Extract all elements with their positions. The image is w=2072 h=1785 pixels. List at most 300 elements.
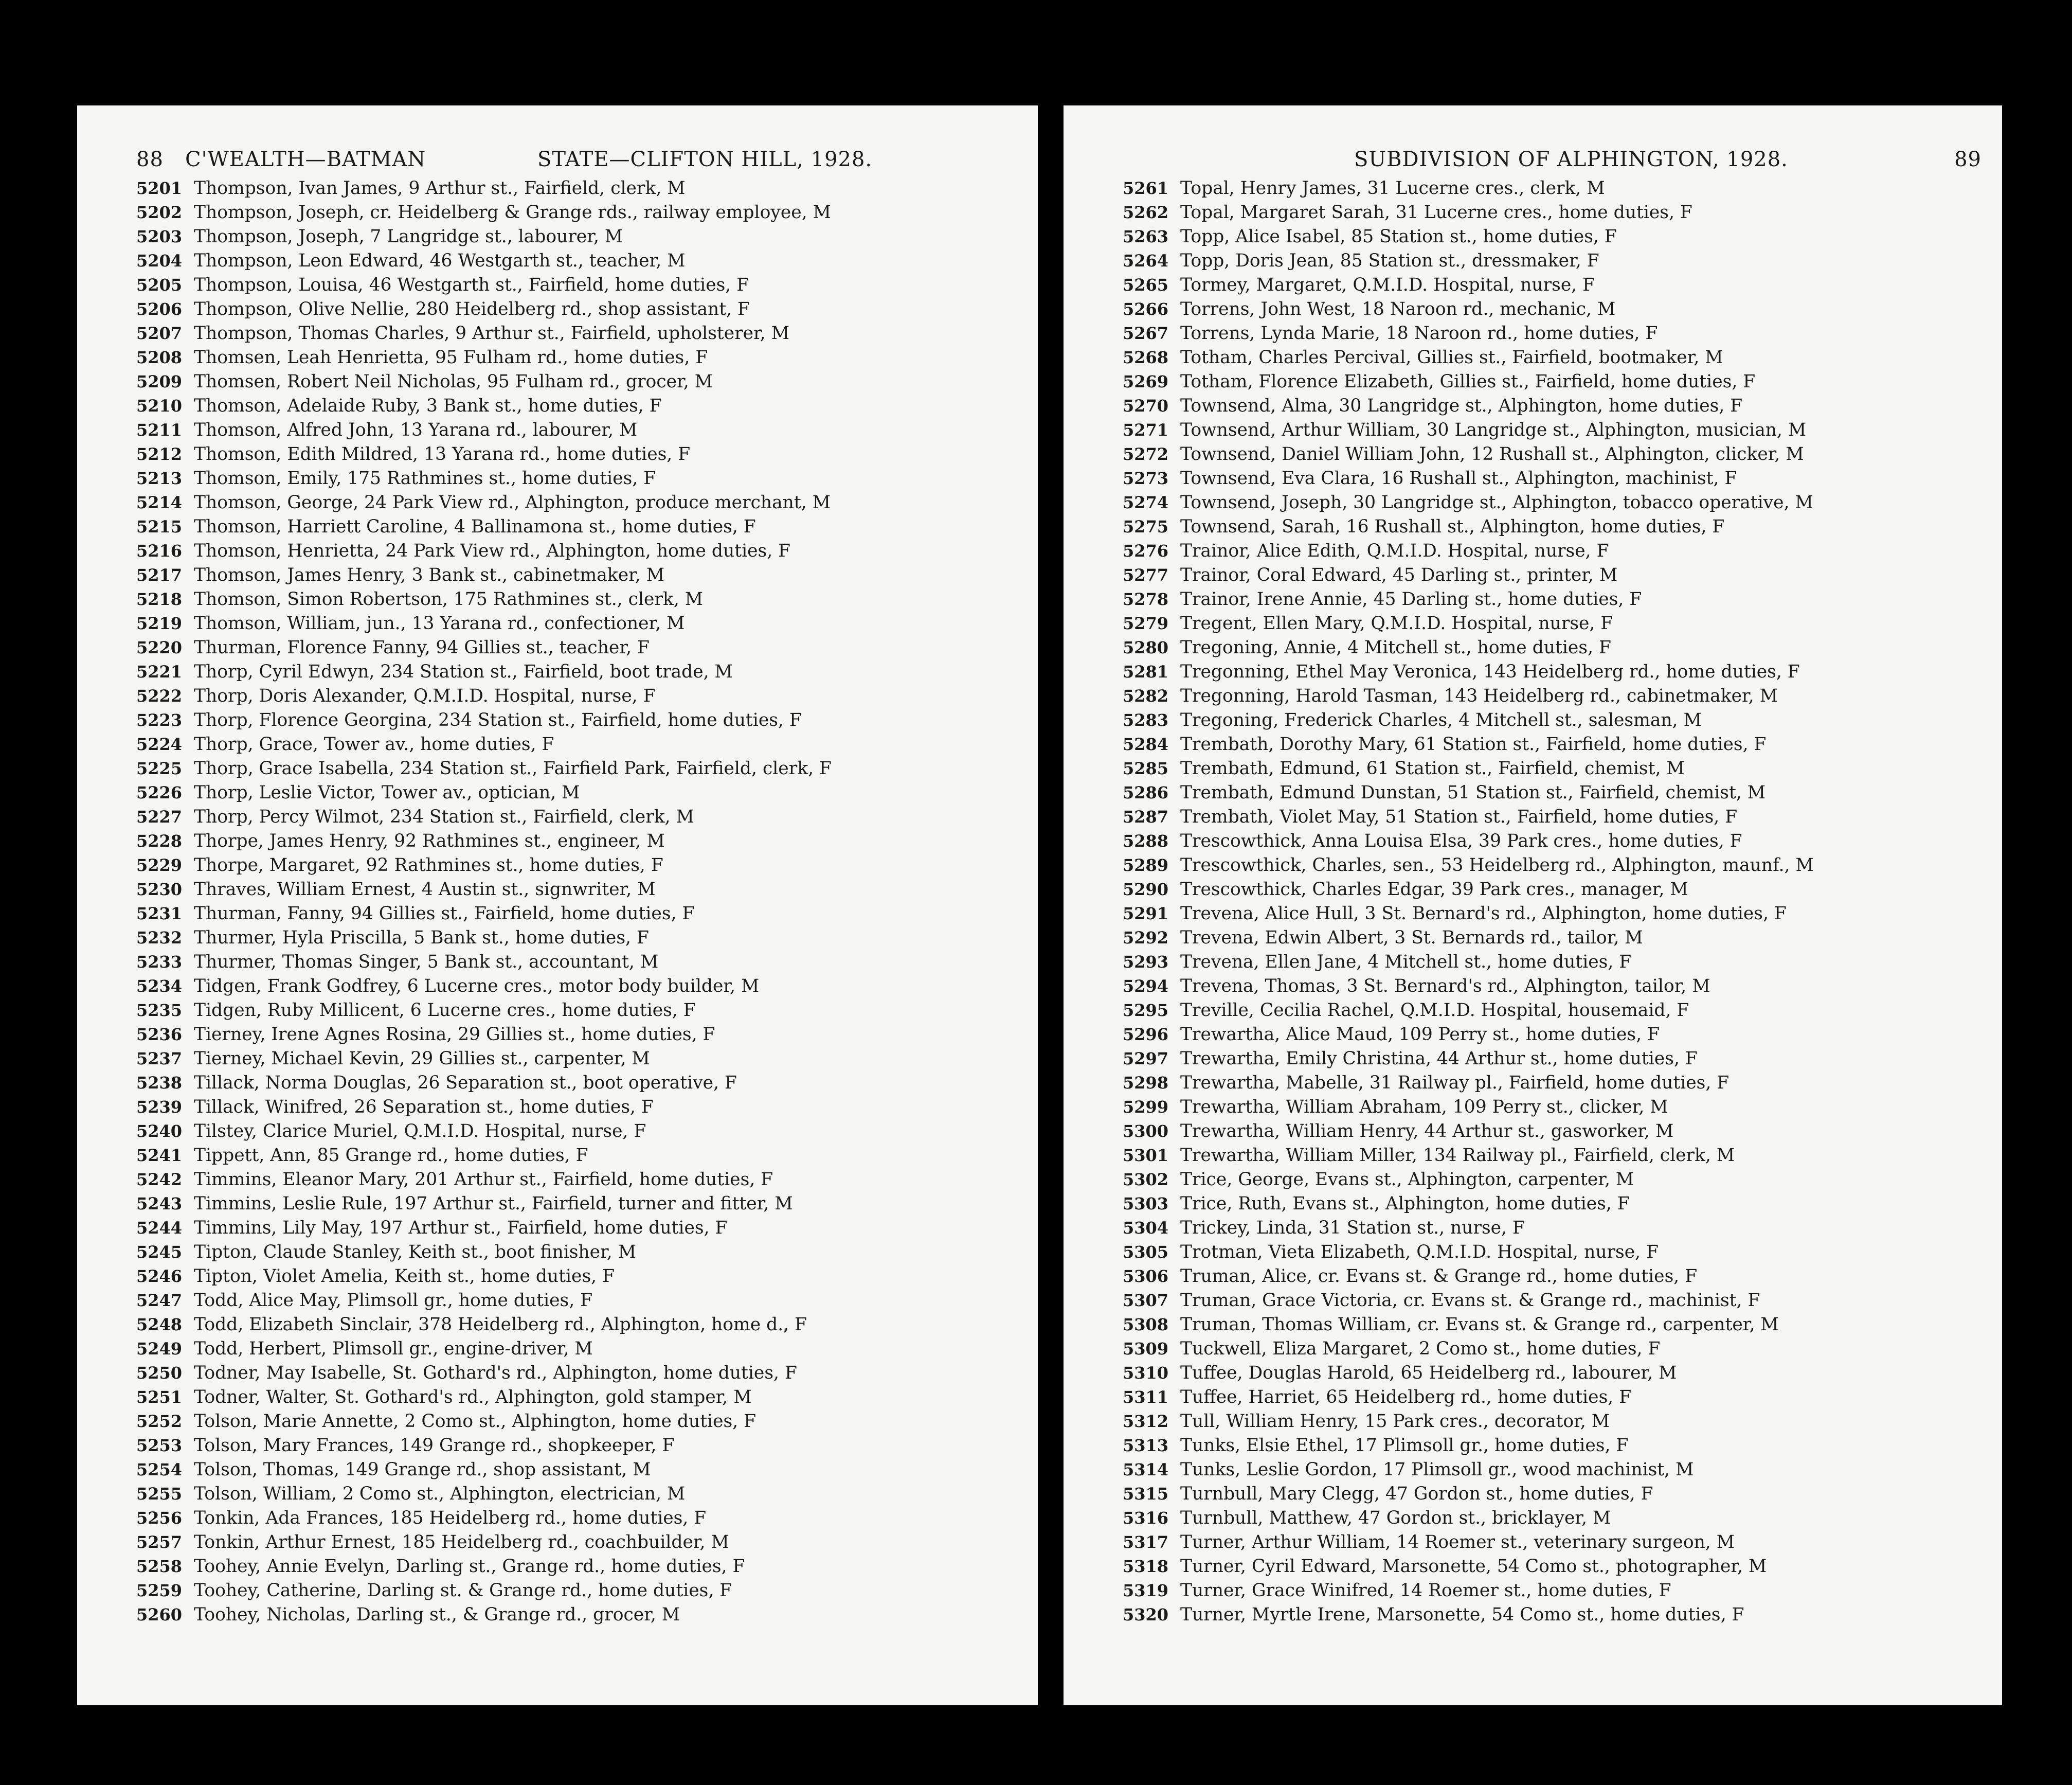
entry-number: 5244	[136, 1218, 183, 1238]
list-item	[136, 1337, 1017, 1361]
entry-number: 5234	[136, 976, 183, 996]
entry-number: 5318	[1123, 1557, 1169, 1576]
entry-text: Trewartha, William Abraham, 109 Perry st., clicker, M	[1180, 1097, 1668, 1117]
list-item	[1123, 878, 1981, 902]
entry-number: 5223	[136, 710, 183, 730]
list-item	[1123, 346, 1981, 370]
entry-text: Turner, Cyril Edward, Marsonette, 54 Como st., photographer, M	[1180, 1556, 1767, 1577]
entry-text: Trotman, Vieta Elizabeth, Q.M.I.D. Hospital, nurse, F	[1180, 1242, 1659, 1262]
list-item	[1123, 1555, 1981, 1579]
entry-text: Truman, Alice, cr. Evans st. & Grange rd., home duties, F	[1180, 1266, 1698, 1287]
list-item	[136, 1023, 1017, 1047]
list-item	[1123, 1409, 1981, 1434]
left-page-number: 88	[136, 148, 164, 171]
entry-number: 5222	[136, 686, 183, 706]
entry-text: Thurmer, Hyla Priscilla, 5 Bank st., home duties, F	[194, 927, 649, 948]
left-page	[77, 105, 1038, 1705]
entry-number: 5269	[1123, 372, 1169, 391]
list-item	[136, 1434, 1017, 1458]
entry-text: Thomson, Harriett Caroline, 4 Ballinamona st., home duties, F	[194, 516, 756, 537]
list-item	[136, 829, 1017, 853]
entry-number: 5220	[136, 638, 183, 657]
entry-number: 5291	[1123, 904, 1169, 923]
entry-number: 5228	[136, 831, 183, 851]
left-entry-list	[136, 176, 1017, 1627]
entry-number: 5236	[136, 1025, 183, 1044]
list-item	[136, 1482, 1017, 1506]
entry-text: Thompson, Ivan James, 9 Arthur st., Fairfield, clerk, M	[194, 178, 686, 199]
list-item	[1123, 1240, 1981, 1264]
entry-number: 5312	[1123, 1412, 1169, 1431]
list-item	[136, 273, 1017, 297]
entry-number: 5202	[136, 203, 183, 222]
entry-number: 5294	[1123, 976, 1169, 996]
list-item	[1123, 684, 1981, 708]
entry-number: 5260	[136, 1605, 183, 1625]
entry-number: 5245	[136, 1242, 183, 1262]
entry-text: Trewartha, Alice Maud, 109 Perry st., home duties, F	[1180, 1024, 1660, 1045]
entry-number: 5258	[136, 1557, 183, 1576]
entry-text: Tregonning, Harold Tasman, 143 Heidelberg rd., cabinetmaker, M	[1180, 686, 1778, 706]
list-item	[1123, 1144, 1981, 1168]
entry-text: Thorp, Florence Georgina, 234 Station st., Fairfield, home duties, F	[194, 710, 802, 730]
entry-number: 5308	[1123, 1315, 1169, 1334]
list-item	[136, 660, 1017, 684]
list-item	[136, 757, 1017, 781]
list-item	[136, 394, 1017, 418]
entry-number: 5229	[136, 855, 183, 875]
entry-number: 5207	[136, 324, 183, 343]
entry-number: 5250	[136, 1363, 183, 1383]
entry-number: 5296	[1123, 1025, 1169, 1044]
entry-number: 5249	[136, 1339, 183, 1359]
entry-text: Tormey, Margaret, Q.M.I.D. Hospital, nurse, F	[1180, 275, 1595, 295]
entry-number: 5224	[136, 735, 183, 754]
entry-number: 5257	[136, 1532, 183, 1552]
entry-number: 5299	[1123, 1097, 1169, 1117]
entry-text: Timmins, Leslie Rule, 197 Arthur st., Fairfield, turner and fitter, M	[194, 1193, 793, 1214]
entry-text: Thorp, Leslie Victor, Tower av., optician, M	[194, 782, 580, 803]
entry-text: Thorp, Percy Wilmot, 234 Station st., Fairfield, clerk, M	[194, 807, 694, 827]
entry-number: 5230	[136, 880, 183, 899]
entry-text: Tregoning, Frederick Charles, 4 Mitchell st., salesman, M	[1180, 710, 1702, 730]
list-item	[136, 1313, 1017, 1337]
entry-number: 5307	[1123, 1291, 1169, 1310]
entry-text: Townsend, Sarah, 16 Rushall st., Alphington, home duties, F	[1180, 516, 1725, 537]
list-item	[1123, 926, 1981, 950]
entry-number: 5238	[136, 1073, 183, 1093]
right-page	[1064, 105, 2002, 1705]
list-item	[136, 1289, 1017, 1313]
entry-number: 5217	[136, 565, 183, 585]
list-item	[136, 781, 1017, 805]
entry-text: Tuckwell, Eliza Margaret, 2 Como st., home duties, F	[1180, 1338, 1661, 1359]
list-item	[136, 1603, 1017, 1627]
entry-number: 5262	[1123, 203, 1169, 222]
entry-text: Trice, George, Evans st., Alphington, carpenter, M	[1180, 1169, 1634, 1190]
list-item	[1123, 418, 1981, 442]
entry-text: Tolson, Thomas, 149 Grange rd., shop assistant, M	[194, 1459, 651, 1480]
entry-text: Todd, Alice May, Plimsoll gr., home duties, F	[194, 1290, 593, 1311]
entry-number: 5310	[1123, 1363, 1169, 1383]
entry-text: Thomson, Emily, 175 Rathmines st., home duties, F	[194, 468, 656, 489]
list-item	[136, 1071, 1017, 1095]
list-item	[1123, 757, 1981, 781]
entry-text: Thorpe, James Henry, 92 Rathmines st., engineer, M	[194, 831, 665, 851]
entry-text: Tunks, Leslie Gordon, 17 Plimsoll gr., wood machinist, M	[1180, 1459, 1694, 1480]
entry-text: Thorp, Grace, Tower av., home duties, F	[194, 734, 554, 755]
entry-text: Townsend, Arthur William, 30 Langridge st., Alphington, musician, M	[1180, 420, 1807, 440]
list-item	[136, 1506, 1017, 1530]
entry-number: 5303	[1123, 1194, 1169, 1213]
entry-text: Thorp, Grace Isabella, 234 Station st., Fairfield Park, Fairfield, clerk, F	[194, 758, 832, 779]
entry-text: Trewartha, William Henry, 44 Arthur st., gasworker, M	[1180, 1121, 1674, 1141]
entry-number: 5214	[136, 493, 183, 512]
entry-number: 5209	[136, 372, 183, 391]
entry-text: Tidgen, Frank Godfrey, 6 Lucerne cres., motor body builder, M	[194, 976, 760, 996]
entry-text: Todd, Elizabeth Sinclair, 378 Heidelberg rd., Alphington, home d., F	[194, 1314, 807, 1335]
list-item	[136, 1047, 1017, 1071]
list-item	[1123, 1603, 1981, 1627]
entry-text: Thompson, Leon Edward, 46 Westgarth st., teacher, M	[194, 251, 686, 271]
entry-text: Tuffee, Harriet, 65 Heidelberg rd., home duties, F	[1180, 1387, 1632, 1407]
list-item	[136, 974, 1017, 998]
entry-text: Topp, Alice Isabel, 85 Station st., home duties, F	[1180, 226, 1617, 247]
entry-number: 5288	[1123, 831, 1169, 851]
list-item	[1123, 1579, 1981, 1603]
list-item	[136, 249, 1017, 273]
entry-text: Todd, Herbert, Plimsoll gr., engine-driver, M	[194, 1338, 593, 1359]
list-item	[1123, 394, 1981, 418]
entry-number: 5233	[136, 952, 183, 972]
list-item	[136, 1555, 1017, 1579]
entry-number: 5306	[1123, 1266, 1169, 1286]
entry-number: 5280	[1123, 638, 1169, 657]
entry-number: 5275	[1123, 517, 1169, 537]
left-page-header	[136, 136, 1017, 176]
entry-number: 5251	[136, 1387, 183, 1407]
entry-text: Tregent, Ellen Mary, Q.M.I.D. Hospital, nurse, F	[1180, 613, 1613, 634]
entry-number: 5204	[136, 251, 183, 271]
entry-text: Thorp, Doris Alexander, Q.M.I.D. Hospital, nurse, F	[194, 686, 656, 706]
list-item	[136, 346, 1017, 370]
entry-number: 5276	[1123, 541, 1169, 561]
entry-number: 5254	[136, 1460, 183, 1479]
entry-text: Tidgen, Ruby Millicent, 6 Lucerne cres., home duties, F	[194, 1000, 696, 1021]
list-item	[136, 1409, 1017, 1434]
entry-number: 5298	[1123, 1073, 1169, 1093]
list-item	[1123, 636, 1981, 660]
entry-text: Trevena, Alice Hull, 3 St. Bernard's rd., Alphington, home duties, F	[1180, 903, 1787, 924]
list-item	[1123, 1071, 1981, 1095]
entry-number: 5256	[136, 1508, 183, 1528]
list-item	[1123, 1434, 1981, 1458]
entry-text: Tunks, Elsie Ethel, 17 Plimsoll gr., home duties, F	[1180, 1435, 1629, 1456]
entry-text: Tipton, Claude Stanley, Keith st., boot finisher, M	[194, 1242, 637, 1262]
entry-text: Totham, Florence Elizabeth, Gillies st., Fairfield, home duties, F	[1180, 371, 1756, 392]
entry-number: 5301	[1123, 1146, 1169, 1165]
entry-text: Tierney, Michael Kevin, 29 Gillies st., carpenter, M	[194, 1048, 650, 1069]
entry-number: 5282	[1123, 686, 1169, 706]
list-item	[136, 370, 1017, 394]
entry-number: 5300	[1123, 1121, 1169, 1141]
list-item	[136, 1361, 1017, 1385]
entry-text: Torrens, John West, 18 Naroon rd., mechanic, M	[1180, 299, 1616, 319]
entry-text: Tierney, Irene Agnes Rosina, 29 Gillies st., home duties, F	[194, 1024, 715, 1045]
entry-text: Todner, Walter, St. Gothard's rd., Alphington, gold stamper, M	[194, 1387, 752, 1407]
entry-text: Thompson, Louisa, 46 Westgarth st., Fairfield, home duties, F	[194, 275, 749, 295]
entry-number: 5309	[1123, 1339, 1169, 1359]
entry-text: Thomsen, Robert Neil Nicholas, 95 Fulham rd., grocer, M	[194, 371, 713, 392]
list-item	[136, 1385, 1017, 1409]
entry-text: Thompson, Olive Nellie, 280 Heidelberg rd., shop assistant, F	[194, 299, 750, 319]
entry-text: Trescowthick, Charles, sen., 53 Heidelberg rd., Alphington, maunf., M	[1180, 855, 1814, 876]
entry-text: Tillack, Winifred, 26 Separation st., home duties, F	[194, 1097, 654, 1117]
entry-number: 5304	[1123, 1218, 1169, 1238]
entry-number: 5216	[136, 541, 183, 561]
entry-number: 5227	[136, 807, 183, 827]
entry-text: Trevena, Ellen Jane, 4 Mitchell st., home duties, F	[1180, 952, 1632, 972]
entry-number: 5255	[136, 1484, 183, 1504]
list-item	[136, 1240, 1017, 1264]
entry-text: Thompson, Joseph, cr. Heidelberg & Grange rds., railway employee, M	[194, 202, 831, 223]
entry-text: Townsend, Joseph, 30 Langridge st., Alphington, tobacco operative, M	[1180, 492, 1813, 513]
right-page-number: 89	[1954, 148, 1981, 171]
entry-number: 5203	[136, 227, 183, 246]
entry-number: 5226	[136, 783, 183, 802]
entry-number: 5246	[136, 1266, 183, 1286]
entry-number: 5208	[136, 348, 183, 367]
list-item	[1123, 1095, 1981, 1119]
entry-text: Todner, May Isabelle, St. Gothard's rd., Alphington, home duties, F	[194, 1363, 797, 1383]
entry-text: Treville, Cecilia Rachel, Q.M.I.D. Hospital, housemaid, F	[1180, 1000, 1689, 1021]
entry-text: Trembath, Violet May, 51 Station st., Fairfield, home duties, F	[1180, 807, 1738, 827]
entry-text: Thorpe, Margaret, 92 Rathmines st., home duties, F	[194, 855, 663, 876]
entry-number: 5206	[136, 299, 183, 319]
entry-number: 5285	[1123, 759, 1169, 778]
list-item	[1123, 225, 1981, 249]
entry-number: 5297	[1123, 1049, 1169, 1068]
entry-number: 5259	[136, 1581, 183, 1600]
entry-number: 5302	[1123, 1170, 1169, 1189]
entry-number: 5265	[1123, 275, 1169, 295]
entry-text: Timmins, Eleanor Mary, 201 Arthur st., Fairfield, home duties, F	[194, 1169, 773, 1190]
entry-text: Townsend, Daniel William John, 12 Rushall st., Alphington, clicker, M	[1180, 444, 1804, 465]
entry-text: Turnbull, Matthew, 47 Gordon st., bricklayer, M	[1180, 1508, 1611, 1528]
list-item	[1123, 612, 1981, 636]
list-item	[1123, 1119, 1981, 1144]
entry-number: 5283	[1123, 710, 1169, 730]
entry-text: Townsend, Alma, 30 Langridge st., Alphington, home duties, F	[1180, 396, 1743, 416]
entry-text: Tippett, Ann, 85 Grange rd., home duties, F	[194, 1145, 588, 1166]
list-item	[1123, 273, 1981, 297]
list-item	[136, 1579, 1017, 1603]
list-item	[1123, 249, 1981, 273]
list-item	[1123, 829, 1981, 853]
entry-text: Thomson, Alfred John, 13 Yarana rd., labourer, M	[194, 420, 638, 440]
left-header-left: C'WEALTH—BATMAN	[185, 148, 426, 171]
list-item	[136, 418, 1017, 442]
entry-text: Toohey, Catherine, Darling st. & Grange rd., home duties, F	[194, 1580, 732, 1601]
entry-text: Timmins, Lily May, 197 Arthur st., Fairfield, home duties, F	[194, 1218, 728, 1238]
entry-text: Thurman, Florence Fanny, 94 Gillies st., teacher, F	[194, 637, 650, 658]
entry-number: 5213	[136, 469, 183, 488]
list-item	[136, 684, 1017, 708]
entry-text: Thomson, Henrietta, 24 Park View rd., Alphington, home duties, F	[194, 541, 791, 561]
list-item	[1123, 805, 1981, 829]
entry-number: 5266	[1123, 299, 1169, 319]
list-item	[136, 225, 1017, 249]
entry-number: 5205	[136, 275, 183, 295]
entry-text: Tipton, Violet Amelia, Keith st., home duties, F	[194, 1266, 615, 1287]
list-item	[1123, 201, 1981, 225]
list-item	[136, 998, 1017, 1023]
list-item	[136, 176, 1017, 201]
entry-text: Thomson, Simon Robertson, 175 Rathmines st., clerk, M	[194, 589, 704, 610]
entry-number: 5270	[1123, 396, 1169, 416]
entry-text: Turner, Arthur William, 14 Roemer st., veterinary surgeon, M	[1180, 1532, 1735, 1552]
list-item	[1123, 733, 1981, 757]
entry-number: 5239	[136, 1097, 183, 1117]
entry-text: Trewartha, Mabelle, 31 Railway pl., Fairfield, home duties, F	[1180, 1073, 1729, 1093]
entry-text: Trembath, Edmund Dunstan, 51 Station st., Fairfield, chemist, M	[1180, 782, 1766, 803]
entry-text: Tull, William Henry, 15 Park cres., decorator, M	[1180, 1411, 1610, 1432]
entry-text: Thurman, Fanny, 94 Gillies st., Fairfield, home duties, F	[194, 903, 695, 924]
entry-number: 5287	[1123, 807, 1169, 827]
list-item	[1123, 1361, 1981, 1385]
entry-number: 5211	[136, 420, 183, 440]
entry-text: Townsend, Eva Clara, 16 Rushall st., Alphington, machinist, F	[1180, 468, 1737, 489]
entry-number: 5225	[136, 759, 183, 778]
entry-number: 5240	[136, 1121, 183, 1141]
list-item	[136, 491, 1017, 515]
list-item	[1123, 515, 1981, 539]
list-item	[136, 322, 1017, 346]
right-header-title: SUBDIVISION OF ALPHINGTON, 1928.	[1354, 148, 1788, 171]
entry-text: Truman, Thomas William, cr. Evans st. & Grange rd., carpenter, M	[1180, 1314, 1779, 1335]
entry-text: Thomson, James Henry, 3 Bank st., cabinetmaker, M	[194, 565, 665, 585]
right-page-header	[1123, 136, 1981, 176]
entry-text: Trainor, Irene Annie, 45 Darling st., home duties, F	[1180, 589, 1642, 610]
entry-number: 5248	[136, 1315, 183, 1334]
entry-number: 5201	[136, 178, 183, 198]
list-item	[136, 1192, 1017, 1216]
entry-text: Tonkin, Arthur Ernest, 185 Heidelberg rd., coachbuilder, M	[194, 1532, 729, 1552]
entry-text: Topp, Doris Jean, 85 Station st., dressmaker, F	[1180, 251, 1599, 271]
list-item	[1123, 974, 1981, 998]
entry-number: 5263	[1123, 227, 1169, 246]
list-item	[1123, 1289, 1981, 1313]
entry-number: 5242	[136, 1170, 183, 1189]
entry-number: 5281	[1123, 662, 1169, 682]
entry-number: 5264	[1123, 251, 1169, 271]
entry-text: Tuffee, Douglas Harold, 65 Heidelberg rd., labourer, M	[1180, 1363, 1677, 1383]
list-item	[1123, 322, 1981, 346]
entry-text: Thraves, William Ernest, 4 Austin st., signwriter, M	[194, 879, 656, 900]
entry-number: 5277	[1123, 565, 1169, 585]
entry-text: Trescowthick, Anna Louisa Elsa, 39 Park cres., home duties, F	[1180, 831, 1742, 851]
list-item	[136, 1119, 1017, 1144]
entry-text: Trembath, Dorothy Mary, 61 Station st., Fairfield, home duties, F	[1180, 734, 1767, 755]
list-item	[1123, 902, 1981, 926]
entry-number: 5267	[1123, 324, 1169, 343]
list-item	[1123, 781, 1981, 805]
entry-number: 5273	[1123, 469, 1169, 488]
entry-text: Trembath, Edmund, 61 Station st., Fairfield, chemist, M	[1180, 758, 1685, 779]
list-item	[1123, 1264, 1981, 1289]
list-item	[1123, 1506, 1981, 1530]
entry-number: 5319	[1123, 1581, 1169, 1600]
entry-text: Trevena, Edwin Albert, 3 St. Bernards rd., tailor, M	[1180, 927, 1643, 948]
right-entry-list	[1123, 176, 1981, 1627]
list-item	[1123, 1168, 1981, 1192]
list-item	[136, 733, 1017, 757]
entry-number: 5278	[1123, 590, 1169, 609]
list-item	[1123, 563, 1981, 587]
list-item	[136, 515, 1017, 539]
entry-number: 5274	[1123, 493, 1169, 512]
list-item	[136, 853, 1017, 878]
entry-number: 5261	[1123, 178, 1169, 198]
entry-text: Thomson, William, jun., 13 Yarana rd., confectioner, M	[194, 613, 685, 634]
list-item	[1123, 1047, 1981, 1071]
list-item	[1123, 1023, 1981, 1047]
list-item	[136, 708, 1017, 733]
entry-number: 5243	[136, 1194, 183, 1213]
entry-number: 5317	[1123, 1532, 1169, 1552]
entry-number: 5218	[136, 590, 183, 609]
entry-number: 5252	[136, 1412, 183, 1431]
list-item	[1123, 1530, 1981, 1555]
list-item	[136, 1216, 1017, 1240]
list-item	[136, 1144, 1017, 1168]
list-item	[136, 1264, 1017, 1289]
list-item	[136, 587, 1017, 612]
entry-text: Thomson, Adelaide Ruby, 3 Bank st., home duties, F	[194, 396, 662, 416]
entry-text: Trewartha, Emily Christina, 44 Arthur st., home duties, F	[1180, 1048, 1698, 1069]
list-item	[1123, 176, 1981, 201]
list-item	[1123, 1482, 1981, 1506]
entry-text: Turnbull, Mary Clegg, 47 Gordon st., home duties, F	[1180, 1484, 1653, 1504]
entry-text: Trescowthick, Charles Edgar, 39 Park cres., manager, M	[1180, 879, 1688, 900]
list-item	[136, 612, 1017, 636]
list-item	[1123, 660, 1981, 684]
entry-number: 5320	[1123, 1605, 1169, 1625]
entry-text: Trainor, Alice Edith, Q.M.I.D. Hospital, nurse, F	[1180, 541, 1609, 561]
entry-text: Tregoning, Annie, 4 Mitchell st., home duties, F	[1180, 637, 1611, 658]
entry-text: Tolson, Marie Annette, 2 Como st., Alphington, home duties, F	[194, 1411, 756, 1432]
entry-number: 5295	[1123, 1001, 1169, 1020]
entry-number: 5315	[1123, 1484, 1169, 1504]
entry-number: 5268	[1123, 348, 1169, 367]
left-header-right: STATE—CLIFTON HILL, 1928.	[537, 148, 873, 171]
list-item	[136, 563, 1017, 587]
list-item	[136, 636, 1017, 660]
entry-text: Torrens, Lynda Marie, 18 Naroon rd., home duties, F	[1180, 323, 1658, 344]
list-item	[1123, 1337, 1981, 1361]
entry-number: 5316	[1123, 1508, 1169, 1528]
entry-number: 5293	[1123, 952, 1169, 972]
list-item	[136, 539, 1017, 563]
list-item	[136, 878, 1017, 902]
entry-number: 5271	[1123, 420, 1169, 440]
list-item	[1123, 297, 1981, 322]
list-item	[1123, 491, 1981, 515]
list-item	[1123, 950, 1981, 974]
entry-number: 5305	[1123, 1242, 1169, 1262]
list-item	[136, 805, 1017, 829]
entry-number: 5272	[1123, 444, 1169, 464]
